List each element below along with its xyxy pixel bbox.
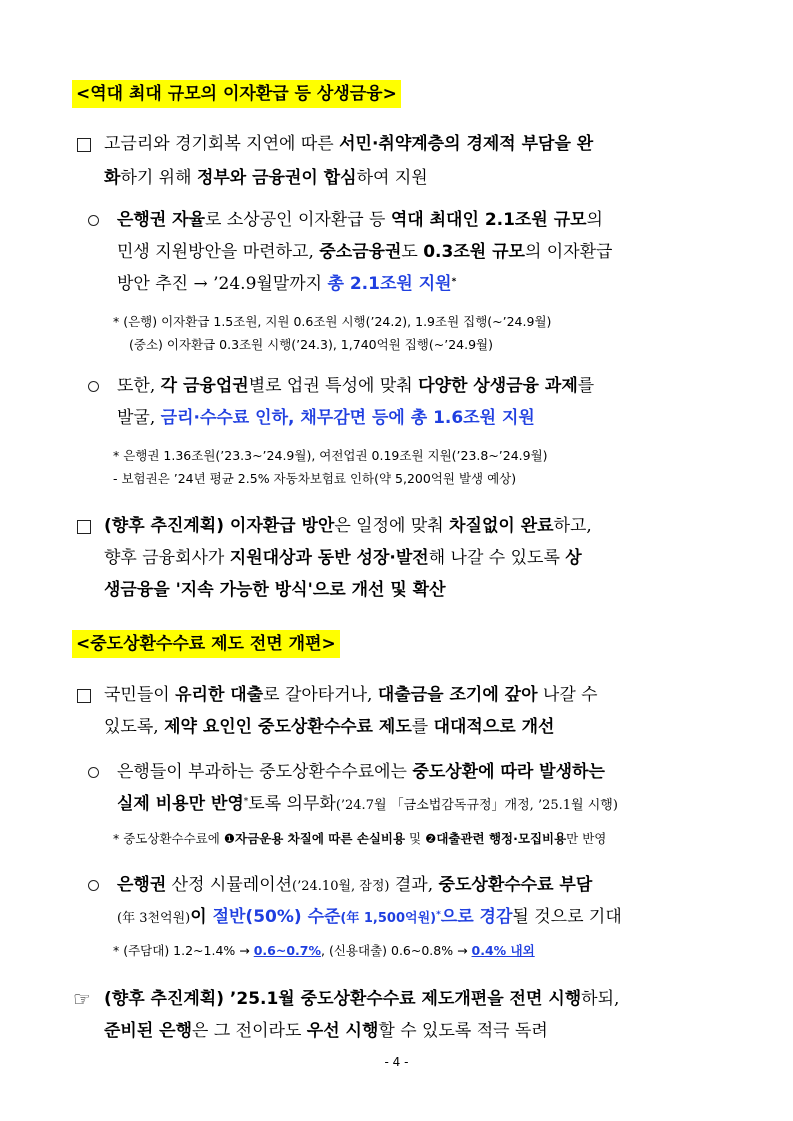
text: 및 xyxy=(405,831,426,846)
bold-text: 정부와 금융권이 합심 xyxy=(196,168,357,188)
paragraph-line xyxy=(104,547,582,569)
circled-one-icon: ❶ xyxy=(223,831,236,846)
bullet-circle-icon xyxy=(88,880,99,891)
footnote-line: - 보험권은 ’24년 평균 2.5% 자동차보험료 인하(약 5,200억원 발생 예상) xyxy=(113,471,517,486)
bold-text: 실제 비용만 반영 xyxy=(117,794,244,814)
text: 또한, xyxy=(117,376,161,396)
text: 할 수 있도록 적극 독려 xyxy=(378,1021,548,1041)
text: 나갈 수 xyxy=(537,685,598,705)
text: 있도록, xyxy=(104,717,165,737)
footnote-line xyxy=(113,830,606,848)
bold-text: 우선 시행 xyxy=(306,1021,379,1041)
text: 별로 업권 특성에 맞춰 xyxy=(248,376,419,396)
bold-text: 대대적으로 개선 xyxy=(433,717,555,737)
footnote-line xyxy=(113,942,535,960)
bold-text: 화 xyxy=(104,168,121,188)
bold-text: 자금운용 차질에 따른 손실비용 xyxy=(235,831,406,846)
text: , (신용대출) 0.6~0.8% → xyxy=(321,943,472,958)
circled-two-icon: ❷ xyxy=(425,831,437,846)
text: * 중도상환수수료에 xyxy=(113,831,224,846)
bullet-line xyxy=(117,273,456,295)
text: 도 xyxy=(401,242,424,262)
text: 를 xyxy=(577,376,595,396)
text: 민생 지원방안을 마련하고, xyxy=(117,242,320,262)
text: 국민들이 xyxy=(104,685,176,705)
text: * (주담대) 1.2~1.4% → xyxy=(113,943,254,958)
bold-text: 준비된 은행 xyxy=(104,1021,193,1041)
checkbox-icon xyxy=(77,138,91,152)
bold-text: 유리한 대출 xyxy=(175,685,264,705)
bold-text: 은행권 자율 xyxy=(117,210,206,230)
text: 로 갈아타거나, xyxy=(263,685,378,705)
bullet-line xyxy=(117,874,592,898)
text: 은 일정에 맞춰 xyxy=(334,516,450,536)
bullet-line xyxy=(117,761,605,783)
text: 하여 지원 xyxy=(356,168,428,188)
bold-text: 이 xyxy=(190,907,213,927)
text: 하기 위해 xyxy=(120,168,197,188)
pointing-hand-icon: ☞ xyxy=(73,987,91,1011)
highlight-reduction: 으로 경감 xyxy=(440,907,513,927)
text: 하고, xyxy=(553,516,592,536)
highlight-total-support: 총 2.1조원 지원 xyxy=(327,274,452,294)
paragraph-line xyxy=(104,716,554,738)
bold-text: 중도상환수수료 부담 xyxy=(438,875,593,895)
small-text: (’24.10월, 잠정) xyxy=(292,879,390,894)
text: 의 이자환급 xyxy=(524,242,613,262)
bullet-line xyxy=(117,241,612,263)
text: 해 나갈 수 있도록 xyxy=(428,548,566,568)
small-text: (年 3천억원) xyxy=(117,911,191,926)
bullet-circle-icon xyxy=(88,215,99,226)
small-text: (’24.7월 「금소법감독규정」개정, ’25.1월 시행) xyxy=(335,798,618,813)
bold-text: (향후 추진계획) ’25.1월 중도상환수수료 제도개편을 전면 시행 xyxy=(104,989,582,1009)
bold-text: 대출금을 조기에 갚아 xyxy=(377,685,538,705)
highlight-rate-cut: 금리·수수료 인하, 채무감면 등에 총 1.6조원 지원 xyxy=(160,408,535,428)
bold-text: 역대 최대인 2.1조원 규모 xyxy=(390,210,587,230)
paragraph-line xyxy=(104,167,428,189)
bullet-line xyxy=(117,209,603,231)
paragraph-line xyxy=(104,579,446,601)
text: 토록 의무화 xyxy=(248,794,336,814)
highlight-half-level: 절반(50%) 수준 xyxy=(212,907,341,927)
checkbox-icon xyxy=(77,520,91,534)
text: 결과, xyxy=(389,875,439,895)
bullet-line xyxy=(117,793,618,817)
footnote-mark: * xyxy=(451,277,457,287)
bold-text: 차질없이 완료 xyxy=(449,516,554,536)
text: 로 소상공인 이자환급 등 xyxy=(205,210,391,230)
footnote-line: * 은행권 1.36조원(’23.3~’24.9월), 여전업권 0.19조원 지원(’23.8~’24.9월) xyxy=(113,448,548,463)
underlined-credit-rate: 0.4% 내외 xyxy=(471,943,535,958)
plan-line xyxy=(104,988,619,1010)
text: 은 그 전이라도 xyxy=(192,1021,307,1041)
text: 방안 추진 → ’24.9월말까지 xyxy=(117,274,328,294)
text: 하되, xyxy=(581,989,620,1009)
bold-text: 생금융을 '지속 가능한 방식'으로 개선 및 확산 xyxy=(104,580,446,600)
bullet-line xyxy=(117,906,622,930)
highlight-annual-amount: (年 1,500억원) xyxy=(340,911,437,926)
bold-text: 다양한 상생금융 과제 xyxy=(418,376,578,396)
text: 은행들이 부과하는 중도상환수수료에는 xyxy=(117,762,413,782)
underlined-mortgage-rate: 0.6~0.7% xyxy=(253,943,322,958)
bold-text: 중도상환에 따라 발생하는 xyxy=(412,762,605,782)
paragraph-line xyxy=(104,515,592,537)
bold-text: 대출관련 행정·모집비용 xyxy=(436,831,567,846)
bold-text: (향후 추진계획) 이자환급 방안 xyxy=(104,516,335,536)
bold-text: 각 금융업권 xyxy=(160,376,249,396)
footnote-mark: * xyxy=(243,797,249,807)
paragraph-line xyxy=(104,684,598,706)
section-title-interest-refund: <역대 최대 규모의 이자환급 등 상생금융> xyxy=(72,80,401,108)
bold-text: 상 xyxy=(565,548,582,568)
page-number: - 4 - xyxy=(384,1055,409,1069)
bold-text: 0.3조원 규모 xyxy=(423,242,525,262)
bullet-circle-icon xyxy=(88,381,99,392)
text: 고금리와 경기회복 지연에 따른 xyxy=(104,134,340,154)
text: 의 xyxy=(586,210,603,230)
bold-text: 지원대상과 동반 성장·발전 xyxy=(229,548,429,568)
footnote-mark: * xyxy=(436,910,441,920)
bold-text: 중소금융권 xyxy=(319,242,402,262)
text: 를 xyxy=(411,717,434,737)
bullet-line xyxy=(117,375,594,397)
text: 될 것으로 기대 xyxy=(512,907,622,927)
footnote-line: * (은행) 이자환급 1.5조원, 지원 0.6조원 시행(’24.2), 1.9조원 집행(~’24.9월) xyxy=(113,314,552,329)
text: 만 반영 xyxy=(566,831,607,846)
bold-text: 은행권 xyxy=(117,875,167,895)
bold-text: 제약 요인인 중도상환수수료 제도 xyxy=(164,717,412,737)
text: 산정 시뮬레이션 xyxy=(166,875,293,895)
checkbox-icon xyxy=(77,689,91,703)
plan-line xyxy=(104,1020,548,1042)
text: 향후 금융회사가 xyxy=(104,548,230,568)
footnote-line: (중소) 이자환급 0.3조원 시행(’24.3), 1,740억원 집행(~’24.9월) xyxy=(129,337,493,352)
section-title-prepayment-fee: <중도상환수수료 제도 전면 개편> xyxy=(72,630,340,658)
bullet-line xyxy=(117,407,535,429)
text: 발굴, xyxy=(117,408,161,428)
paragraph-line xyxy=(104,133,593,155)
bullet-circle-icon xyxy=(88,767,99,778)
bold-text: 서민·취약계층의 경제적 부담을 완 xyxy=(339,134,594,154)
